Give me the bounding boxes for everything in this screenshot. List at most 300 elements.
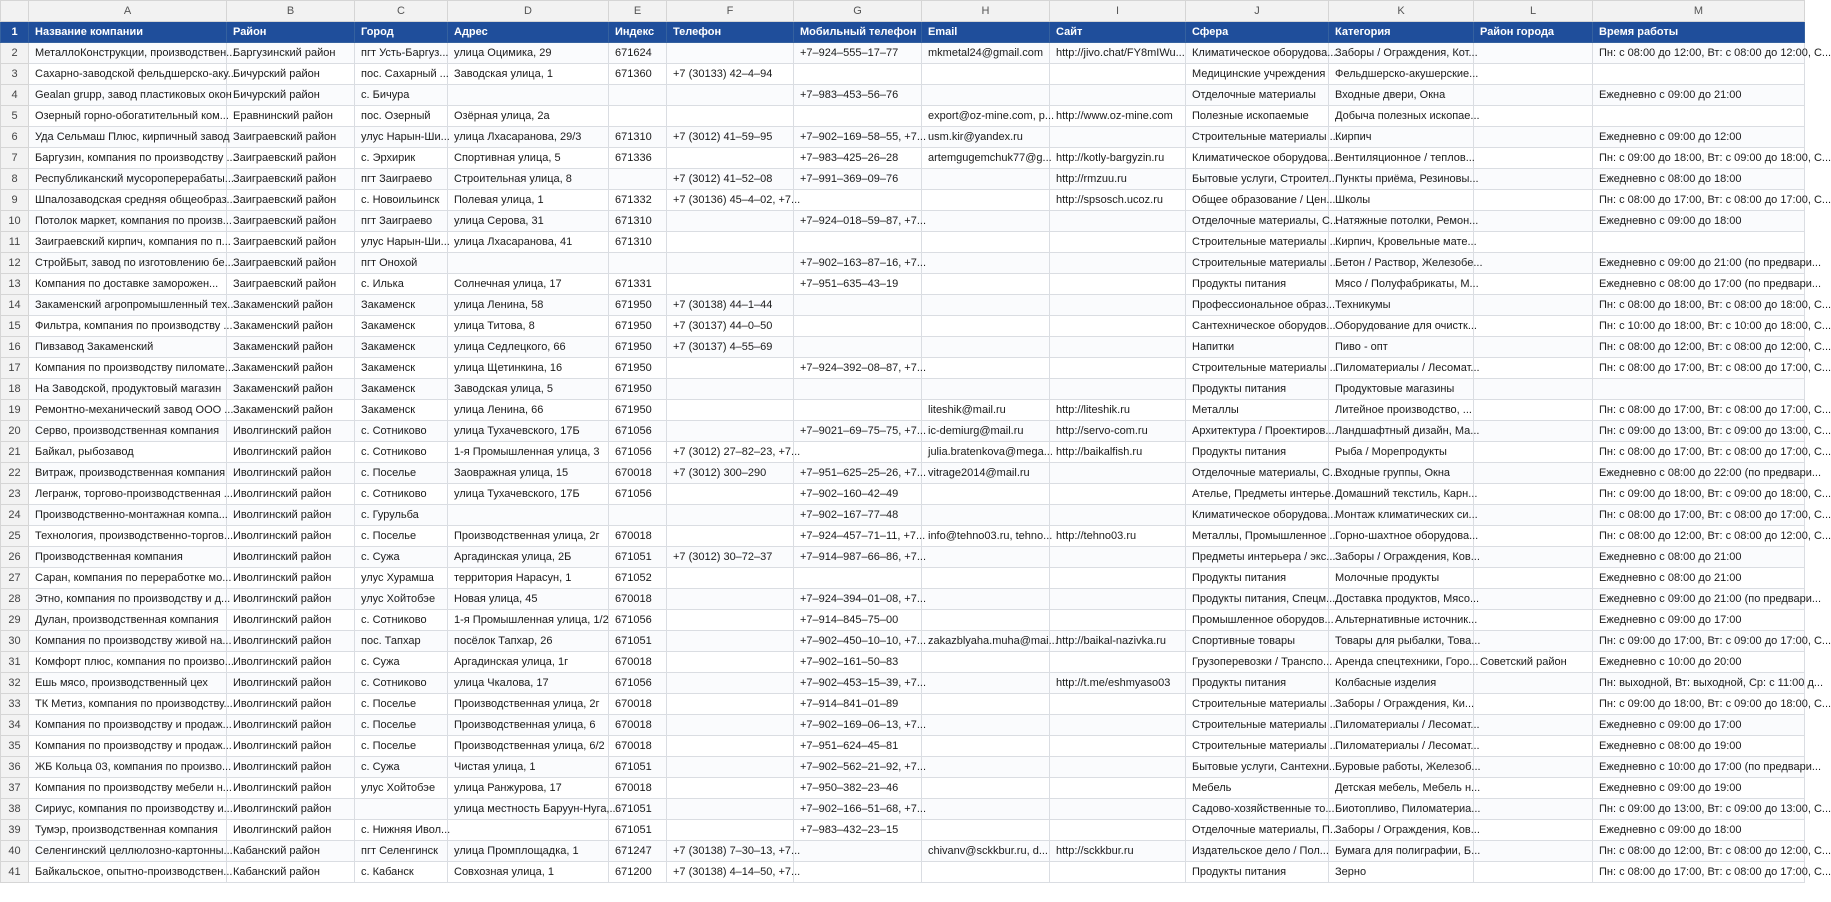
cell[interactable]: Ежедневно с 08:00 до 17:00 (по предвари... xyxy=(1593,274,1805,295)
cell[interactable]: Заиграевский район xyxy=(227,232,355,253)
row-number[interactable]: 5 xyxy=(1,106,29,127)
cell[interactable]: улица Серова, 31 xyxy=(448,211,609,232)
cell[interactable]: Производственная улица, 6 xyxy=(448,715,609,736)
cell[interactable]: Пн: с 08:00 до 18:00, Вт: с 08:00 до 18:00, С... xyxy=(1593,295,1805,316)
cell[interactable] xyxy=(1050,85,1186,106)
cell[interactable]: Пиломатериалы / Лесомат... xyxy=(1329,715,1474,736)
cell[interactable] xyxy=(922,169,1050,190)
cell[interactable]: 671056 xyxy=(609,610,667,631)
cell[interactable]: Заиграевский район xyxy=(227,190,355,211)
cell[interactable]: 671950 xyxy=(609,358,667,379)
cell[interactable]: Кабанский район xyxy=(227,841,355,862)
cell[interactable] xyxy=(794,379,922,400)
cell[interactable] xyxy=(667,568,794,589)
cell[interactable]: Заводская улица, 1 xyxy=(448,64,609,85)
cell[interactable]: Закаменский район xyxy=(227,337,355,358)
cell[interactable]: Компания по доставке заморожен... xyxy=(29,274,227,295)
row-number[interactable]: 28 xyxy=(1,589,29,610)
header-cell[interactable]: Категория xyxy=(1329,22,1474,43)
cell[interactable]: с. Кабанск xyxy=(355,862,448,883)
cell[interactable]: улица местность Баруун-Нуга,... xyxy=(448,799,609,820)
cell[interactable]: Иволгинский район xyxy=(227,547,355,568)
cell[interactable]: Отделочные материалы, С... xyxy=(1186,211,1329,232)
cell[interactable] xyxy=(667,820,794,841)
cell[interactable] xyxy=(922,715,1050,736)
cell[interactable]: пгт Усть-Баргуз... xyxy=(355,43,448,64)
cell[interactable]: +7‒9021‒69‒75‒75, +7... xyxy=(794,421,922,442)
cell[interactable]: Спортивная улица, 5 xyxy=(448,148,609,169)
cell[interactable]: Иволгинский район xyxy=(227,757,355,778)
row-number[interactable]: 23 xyxy=(1,484,29,505)
cell[interactable]: Ежедневно с 08:00 до 22:00 (по предвари... xyxy=(1593,463,1805,484)
cell[interactable] xyxy=(667,526,794,547)
row-number[interactable]: 32 xyxy=(1,673,29,694)
cell[interactable]: Продукты питания xyxy=(1186,568,1329,589)
cell[interactable]: Иволгинский район xyxy=(227,505,355,526)
cell[interactable]: Ешь мясо, производственный цех xyxy=(29,673,227,694)
cell[interactable]: Потолок маркет, компания по произв... xyxy=(29,211,227,232)
cell[interactable]: Заборы / Ограждения, Ков... xyxy=(1329,820,1474,841)
cell[interactable]: Кирпич, Кровельные мате... xyxy=(1329,232,1474,253)
cell[interactable]: Иволгинский район xyxy=(227,442,355,463)
cell[interactable]: Закаменск xyxy=(355,295,448,316)
cell[interactable]: Закаменский район xyxy=(227,316,355,337)
cell[interactable]: +7‒924‒392‒08‒87, +7... xyxy=(794,358,922,379)
cell[interactable]: Колбасные изделия xyxy=(1329,673,1474,694)
cell[interactable]: Пн: выходной, Вт: выходной, Ср: с 11:00 д... xyxy=(1593,673,1805,694)
cell[interactable]: Заиграевский район xyxy=(227,169,355,190)
cell[interactable]: Ежедневно с 09:00 до 21:00 xyxy=(1593,85,1805,106)
row-number[interactable]: 30 xyxy=(1,631,29,652)
cell[interactable]: Солнечная улица, 17 xyxy=(448,274,609,295)
cell[interactable] xyxy=(1050,736,1186,757)
cell[interactable]: Продуктовые магазины xyxy=(1329,379,1474,400)
cell[interactable] xyxy=(667,610,794,631)
cell[interactable]: Мясо / Полуфабрикаты, М... xyxy=(1329,274,1474,295)
cell[interactable]: Закаменский агропромышленный тех... xyxy=(29,295,227,316)
cell[interactable]: Пн: с 08:00 до 17:00, Вт: с 08:00 до 17:00, С... xyxy=(1593,190,1805,211)
row-number[interactable]: 12 xyxy=(1,253,29,274)
cell[interactable]: http://sckkbur.ru xyxy=(1050,841,1186,862)
cell[interactable] xyxy=(922,505,1050,526)
cell[interactable]: julia.bratenkova@mega... xyxy=(922,442,1050,463)
header-cell[interactable]: Сайт xyxy=(1050,22,1186,43)
cell[interactable]: zakazblyaha.muha@mai... xyxy=(922,631,1050,652)
cell[interactable]: Байкальское, опытно-производствен... xyxy=(29,862,227,883)
header-cell[interactable]: Город xyxy=(355,22,448,43)
cell[interactable]: Иволгинский район xyxy=(227,736,355,757)
cell[interactable]: Закаменский район xyxy=(227,379,355,400)
cell[interactable]: Закаменск xyxy=(355,337,448,358)
cell[interactable]: Продукты питания xyxy=(1186,862,1329,883)
cell[interactable]: Грузоперевозки / Транспо... xyxy=(1186,652,1329,673)
cell[interactable]: +7‒983‒425‒26‒28 xyxy=(794,148,922,169)
cell[interactable]: улица Щетинкина, 16 xyxy=(448,358,609,379)
cell[interactable] xyxy=(794,190,922,211)
cell[interactable]: +7‒902‒169‒58‒55, +7... xyxy=(794,127,922,148)
cell[interactable]: Бичурский район xyxy=(227,85,355,106)
cell[interactable]: Озёрная улица, 2а xyxy=(448,106,609,127)
cell[interactable]: улица Тухачевского, 17Б xyxy=(448,421,609,442)
cell[interactable]: Молочные продукты xyxy=(1329,568,1474,589)
cell[interactable]: 671950 xyxy=(609,379,667,400)
cell[interactable]: +7‒902‒166‒51‒68, +7... xyxy=(794,799,922,820)
cell[interactable]: Аргадинская улица, 2Б xyxy=(448,547,609,568)
column-header[interactable]: J xyxy=(1186,1,1329,22)
cell[interactable] xyxy=(794,232,922,253)
cell[interactable] xyxy=(1474,295,1593,316)
cell[interactable]: Добыча полезных ископае... xyxy=(1329,106,1474,127)
row-number[interactable]: 6 xyxy=(1,127,29,148)
cell[interactable]: Заиграевский район xyxy=(227,274,355,295)
cell[interactable]: улус Нарын-Ши... xyxy=(355,127,448,148)
row-number[interactable]: 34 xyxy=(1,715,29,736)
cell[interactable]: Бетон / Раствор, Железобе... xyxy=(1329,253,1474,274)
cell[interactable]: Советский район xyxy=(1474,652,1593,673)
cell[interactable]: улица Лхасаранова, 29/3 xyxy=(448,127,609,148)
cell[interactable] xyxy=(922,484,1050,505)
cell[interactable] xyxy=(1474,442,1593,463)
cell[interactable]: http://baikalfish.ru xyxy=(1050,442,1186,463)
cell[interactable]: Заборы / Ограждения, Кот... xyxy=(1329,43,1474,64)
cell[interactable] xyxy=(794,337,922,358)
cell[interactable]: 670018 xyxy=(609,463,667,484)
cell[interactable]: посёлок Тапхар, 26 xyxy=(448,631,609,652)
header-cell[interactable]: Район города xyxy=(1474,22,1593,43)
cell[interactable]: пос. Тапхар xyxy=(355,631,448,652)
cell[interactable]: vitrage2014@mail.ru xyxy=(922,463,1050,484)
cell[interactable]: 671056 xyxy=(609,442,667,463)
cell[interactable]: Ателье, Предметы интерье... xyxy=(1186,484,1329,505)
row-number[interactable]: 2 xyxy=(1,43,29,64)
cell[interactable] xyxy=(1474,841,1593,862)
cell[interactable]: Производственная компания xyxy=(29,547,227,568)
cell[interactable] xyxy=(922,736,1050,757)
cell[interactable]: с. Сотниково xyxy=(355,673,448,694)
cell[interactable]: 670018 xyxy=(609,526,667,547)
cell[interactable]: Климатическое оборудова... xyxy=(1186,43,1329,64)
cell[interactable] xyxy=(794,295,922,316)
cell[interactable] xyxy=(1474,127,1593,148)
cell[interactable] xyxy=(1474,862,1593,883)
cell[interactable]: Компания по производству живой на... xyxy=(29,631,227,652)
cell[interactable] xyxy=(922,274,1050,295)
cell[interactable]: +7‒902‒450‒10‒10, +7... xyxy=(794,631,922,652)
cell[interactable]: Ремонтно-механический завод ООО ... xyxy=(29,400,227,421)
cell[interactable]: Ежедневно с 09:00 до 12:00 xyxy=(1593,127,1805,148)
cell[interactable]: +7‒902‒160‒42‒49 xyxy=(794,484,922,505)
cell[interactable] xyxy=(794,841,922,862)
cell[interactable]: Профессиональное образ... xyxy=(1186,295,1329,316)
cell[interactable]: Товары для рыбалки, Това... xyxy=(1329,631,1474,652)
cell[interactable] xyxy=(667,400,794,421)
cell[interactable]: Пн: с 08:00 до 17:00, Вт: с 08:00 до 17:00, С... xyxy=(1593,442,1805,463)
cell[interactable]: Иволгинский район xyxy=(227,778,355,799)
cell[interactable] xyxy=(1050,358,1186,379)
cell[interactable]: Бумага для полиграфии, Б... xyxy=(1329,841,1474,862)
cell[interactable] xyxy=(1050,778,1186,799)
cell[interactable]: 671624 xyxy=(609,43,667,64)
row-number[interactable]: 27 xyxy=(1,568,29,589)
cell[interactable]: Мебель xyxy=(1186,778,1329,799)
cell[interactable]: Бичурский район xyxy=(227,64,355,85)
cell[interactable]: Пн: с 09:00 до 18:00, Вт: с 09:00 до 18:00, С... xyxy=(1593,484,1805,505)
cell[interactable]: +7 (30138) 44‒1‒44 xyxy=(667,295,794,316)
cell[interactable]: http://jivo.chat/FY8mIWu... xyxy=(1050,43,1186,64)
cell[interactable] xyxy=(922,253,1050,274)
cell[interactable]: Климатическое оборудова... xyxy=(1186,505,1329,526)
cell[interactable] xyxy=(667,505,794,526)
cell[interactable]: Производственная улица, 6/2 xyxy=(448,736,609,757)
cell[interactable]: Отделочные материалы, С... xyxy=(1186,463,1329,484)
header-cell[interactable]: Район xyxy=(227,22,355,43)
cell[interactable]: пгт Селенгинск xyxy=(355,841,448,862)
cell[interactable] xyxy=(922,673,1050,694)
cell[interactable]: Пн: с 08:00 до 17:00, Вт: с 08:00 до 17:00, С... xyxy=(1593,862,1805,883)
cell[interactable]: Пн: с 08:00 до 17:00, Вт: с 08:00 до 17:00, С... xyxy=(1593,505,1805,526)
cell[interactable] xyxy=(1474,757,1593,778)
cell[interactable]: Строительные материалы ... xyxy=(1186,253,1329,274)
row-number[interactable]: 10 xyxy=(1,211,29,232)
cell[interactable]: Ландшафтный дизайн, Ма... xyxy=(1329,421,1474,442)
cell[interactable]: Иволгинский район xyxy=(227,589,355,610)
cell[interactable] xyxy=(922,337,1050,358)
cell[interactable]: Пн: с 10:00 до 18:00, Вт: с 10:00 до 18:00, С... xyxy=(1593,316,1805,337)
cell[interactable] xyxy=(1050,589,1186,610)
cell[interactable]: +7‒924‒018‒59‒87, +7... xyxy=(794,211,922,232)
header-cell[interactable]: Email xyxy=(922,22,1050,43)
cell[interactable]: Архитектура / Проектиров... xyxy=(1186,421,1329,442)
cell[interactable] xyxy=(1050,610,1186,631)
cell[interactable]: Шпалозаводская средняя общеобраз... xyxy=(29,190,227,211)
cell[interactable]: info@tehno03.ru, tehno... xyxy=(922,526,1050,547)
cell[interactable]: Пиломатериалы / Лесомат... xyxy=(1329,736,1474,757)
cell[interactable] xyxy=(1474,505,1593,526)
cell[interactable]: Строительные материалы ... xyxy=(1186,358,1329,379)
cell[interactable] xyxy=(1474,694,1593,715)
cell[interactable]: +7‒951‒624‒45‒81 xyxy=(794,736,922,757)
cell[interactable] xyxy=(1474,400,1593,421)
row-number[interactable]: 1 xyxy=(1,22,29,43)
cell[interactable]: Пн: с 09:00 до 17:00, Вт: с 09:00 до 17:00, С... xyxy=(1593,631,1805,652)
cell[interactable]: Новая улица, 45 xyxy=(448,589,609,610)
cell[interactable] xyxy=(1474,64,1593,85)
cell[interactable]: Закаменский район xyxy=(227,358,355,379)
row-number[interactable]: 9 xyxy=(1,190,29,211)
header-cell[interactable]: Время работы xyxy=(1593,22,1805,43)
cell[interactable]: Пункты приёма, Резиновы... xyxy=(1329,169,1474,190)
cell[interactable]: Иволгинский район xyxy=(227,484,355,505)
cell[interactable]: 671360 xyxy=(609,64,667,85)
cell[interactable]: 671056 xyxy=(609,421,667,442)
cell[interactable] xyxy=(1474,547,1593,568)
cell[interactable]: Республиканский мусороперерабаты... xyxy=(29,169,227,190)
cell[interactable]: http://servo-com.ru xyxy=(1050,421,1186,442)
cell[interactable] xyxy=(1050,295,1186,316)
row-number[interactable]: 4 xyxy=(1,85,29,106)
cell[interactable] xyxy=(1474,316,1593,337)
cell[interactable]: Фильтра, компания по производству ... xyxy=(29,316,227,337)
cell[interactable] xyxy=(1474,589,1593,610)
cell[interactable] xyxy=(609,85,667,106)
cell[interactable] xyxy=(1050,715,1186,736)
cell[interactable]: с. Гурульба xyxy=(355,505,448,526)
cell[interactable] xyxy=(922,862,1050,883)
cell[interactable]: с. Илька xyxy=(355,274,448,295)
cell[interactable]: Аренда спецтехники, Горо... xyxy=(1329,652,1474,673)
cell[interactable]: Строительные материалы ... xyxy=(1186,694,1329,715)
cell[interactable]: Кабанский район xyxy=(227,862,355,883)
cell[interactable]: Пн: с 09:00 до 13:00, Вт: с 09:00 до 13:00, С... xyxy=(1593,421,1805,442)
cell[interactable]: +7‒924‒457‒71‒11, +7... xyxy=(794,526,922,547)
cell[interactable]: 1-я Промышленная улица, 3 xyxy=(448,442,609,463)
cell[interactable] xyxy=(667,736,794,757)
cell[interactable]: +7‒902‒163‒87‒16, +7... xyxy=(794,253,922,274)
cell[interactable] xyxy=(1050,379,1186,400)
row-number[interactable]: 17 xyxy=(1,358,29,379)
cell[interactable] xyxy=(1474,43,1593,64)
cell[interactable]: Совхозная улица, 1 xyxy=(448,862,609,883)
cell[interactable]: Иволгинский район xyxy=(227,715,355,736)
cell[interactable]: Серво, производственная компания xyxy=(29,421,227,442)
cell[interactable]: +7 (3012) 30‒72‒37 xyxy=(667,547,794,568)
cell[interactable]: Иволгинский район xyxy=(227,694,355,715)
cell[interactable]: Биотопливо, Пиломатериа... xyxy=(1329,799,1474,820)
cell[interactable]: 671950 xyxy=(609,295,667,316)
cell[interactable]: Закаменск xyxy=(355,358,448,379)
cell[interactable]: Чистая улица, 1 xyxy=(448,757,609,778)
cell[interactable]: Пн: с 09:00 до 18:00, Вт: с 09:00 до 18:00, С... xyxy=(1593,148,1805,169)
cell[interactable]: Ежедневно с 08:00 до 19:00 xyxy=(1593,736,1805,757)
cell[interactable]: Баргузин, компания по производству ... xyxy=(29,148,227,169)
cell[interactable] xyxy=(667,652,794,673)
cell[interactable] xyxy=(1593,379,1805,400)
cell[interactable]: 671051 xyxy=(609,820,667,841)
cell[interactable]: Производственно-монтажная компа... xyxy=(29,505,227,526)
cell[interactable]: Предметы интерьера / экс... xyxy=(1186,547,1329,568)
cell[interactable]: с. Поселье xyxy=(355,715,448,736)
cell[interactable]: улус Хойтобэе xyxy=(355,778,448,799)
cell[interactable]: улица Седлецкого, 66 xyxy=(448,337,609,358)
cell[interactable]: Заиграевский кирпич, компания по п... xyxy=(29,232,227,253)
cell[interactable] xyxy=(355,799,448,820)
cell[interactable] xyxy=(922,295,1050,316)
cell[interactable]: Компания по производству мебели н... xyxy=(29,778,227,799)
cell[interactable]: Сахарно-заводской фельдшерско-аку... xyxy=(29,64,227,85)
cell[interactable]: с. Новоильинск xyxy=(355,190,448,211)
cell[interactable]: Издательское дело / Пол... xyxy=(1186,841,1329,862)
cell[interactable]: Пиломатериалы / Лесомат... xyxy=(1329,358,1474,379)
row-number[interactable]: 13 xyxy=(1,274,29,295)
cell[interactable]: Заиграевский район xyxy=(227,211,355,232)
cell[interactable] xyxy=(1050,547,1186,568)
cell[interactable] xyxy=(794,400,922,421)
cell[interactable] xyxy=(667,85,794,106)
cell[interactable] xyxy=(448,253,609,274)
cell[interactable]: Ежедневно с 10:00 до 20:00 xyxy=(1593,652,1805,673)
row-number[interactable]: 14 xyxy=(1,295,29,316)
cell[interactable]: улица Оцимика, 29 xyxy=(448,43,609,64)
cell[interactable]: 670018 xyxy=(609,694,667,715)
cell[interactable]: улица Промплощадка, 1 xyxy=(448,841,609,862)
cell[interactable]: улица Лхасаранова, 41 xyxy=(448,232,609,253)
row-number[interactable]: 39 xyxy=(1,820,29,841)
cell[interactable]: Заиграевский район xyxy=(227,253,355,274)
row-number[interactable]: 20 xyxy=(1,421,29,442)
cell[interactable]: улица Чкалова, 17 xyxy=(448,673,609,694)
cell[interactable] xyxy=(922,232,1050,253)
cell[interactable]: Входные группы, Окна xyxy=(1329,463,1474,484)
cell[interactable]: Рыба / Морепродукты xyxy=(1329,442,1474,463)
cell[interactable]: пос. Озерный xyxy=(355,106,448,127)
cell[interactable]: Производственная улица, 2г xyxy=(448,526,609,547)
cell[interactable]: Пн: с 08:00 до 12:00, Вт: с 08:00 до 12:00, С... xyxy=(1593,337,1805,358)
cell[interactable]: Сантехническое оборудов... xyxy=(1186,316,1329,337)
row-number[interactable]: 33 xyxy=(1,694,29,715)
cell[interactable]: Пн: с 08:00 до 12:00, Вт: с 08:00 до 12:00, С... xyxy=(1593,526,1805,547)
cell[interactable]: Иволгинский район xyxy=(227,463,355,484)
row-number[interactable]: 37 xyxy=(1,778,29,799)
cell[interactable] xyxy=(1474,673,1593,694)
row-number[interactable]: 38 xyxy=(1,799,29,820)
cell[interactable] xyxy=(1050,505,1186,526)
cell[interactable]: Доставка продуктов, Мясо... xyxy=(1329,589,1474,610)
cell[interactable]: Ежедневно с 10:00 до 17:00 (по предвари... xyxy=(1593,757,1805,778)
cell[interactable] xyxy=(1474,358,1593,379)
cell[interactable] xyxy=(1474,778,1593,799)
cell[interactable] xyxy=(1474,631,1593,652)
row-number[interactable]: 25 xyxy=(1,526,29,547)
cell[interactable]: Иволгинский район xyxy=(227,526,355,547)
cell[interactable]: 670018 xyxy=(609,715,667,736)
cell[interactable]: Озерный горно-обогатительный ком... xyxy=(29,106,227,127)
cell[interactable]: Садово-хозяйственные то... xyxy=(1186,799,1329,820)
cell[interactable]: Комфорт плюс, компания по произво... xyxy=(29,652,227,673)
cell[interactable]: Продукты питания xyxy=(1186,673,1329,694)
cell[interactable]: Продукты питания xyxy=(1186,274,1329,295)
cell[interactable] xyxy=(1474,232,1593,253)
cell[interactable]: +7‒983‒453‒56‒76 xyxy=(794,85,922,106)
cell[interactable]: Иволгинский район xyxy=(227,568,355,589)
cell[interactable]: Фельдшерско-акушерские... xyxy=(1329,64,1474,85)
cell[interactable]: На Заводской, продуктовый магазин xyxy=(29,379,227,400)
cell[interactable] xyxy=(448,85,609,106)
cell[interactable] xyxy=(667,673,794,694)
cell[interactable] xyxy=(1050,694,1186,715)
header-cell[interactable]: Индекс xyxy=(609,22,667,43)
cell[interactable]: с. Сужа xyxy=(355,547,448,568)
cell[interactable] xyxy=(922,379,1050,400)
cell[interactable] xyxy=(1050,757,1186,778)
cell[interactable]: Техникумы xyxy=(1329,295,1474,316)
cell[interactable]: Полевая улица, 1 xyxy=(448,190,609,211)
cell[interactable] xyxy=(1050,820,1186,841)
cell[interactable]: МеталлоКонструкции, производствен... xyxy=(29,43,227,64)
cell[interactable] xyxy=(609,169,667,190)
cell[interactable] xyxy=(1474,421,1593,442)
cell[interactable]: Пн: с 08:00 до 17:00, Вт: с 08:00 до 17:00, С... xyxy=(1593,358,1805,379)
cell[interactable]: +7‒924‒555‒17‒77 xyxy=(794,43,922,64)
cell[interactable] xyxy=(667,589,794,610)
cell[interactable]: Ежедневно с 09:00 до 18:00 xyxy=(1593,820,1805,841)
cell[interactable]: Компания по производству и продаж... xyxy=(29,715,227,736)
cell[interactable] xyxy=(922,652,1050,673)
cell[interactable]: 671051 xyxy=(609,547,667,568)
cell[interactable]: +7‒902‒167‒77‒48 xyxy=(794,505,922,526)
cell[interactable] xyxy=(794,316,922,337)
cell[interactable]: +7 (30138) 4‒14‒50, +7... xyxy=(667,862,794,883)
cell[interactable] xyxy=(1474,211,1593,232)
